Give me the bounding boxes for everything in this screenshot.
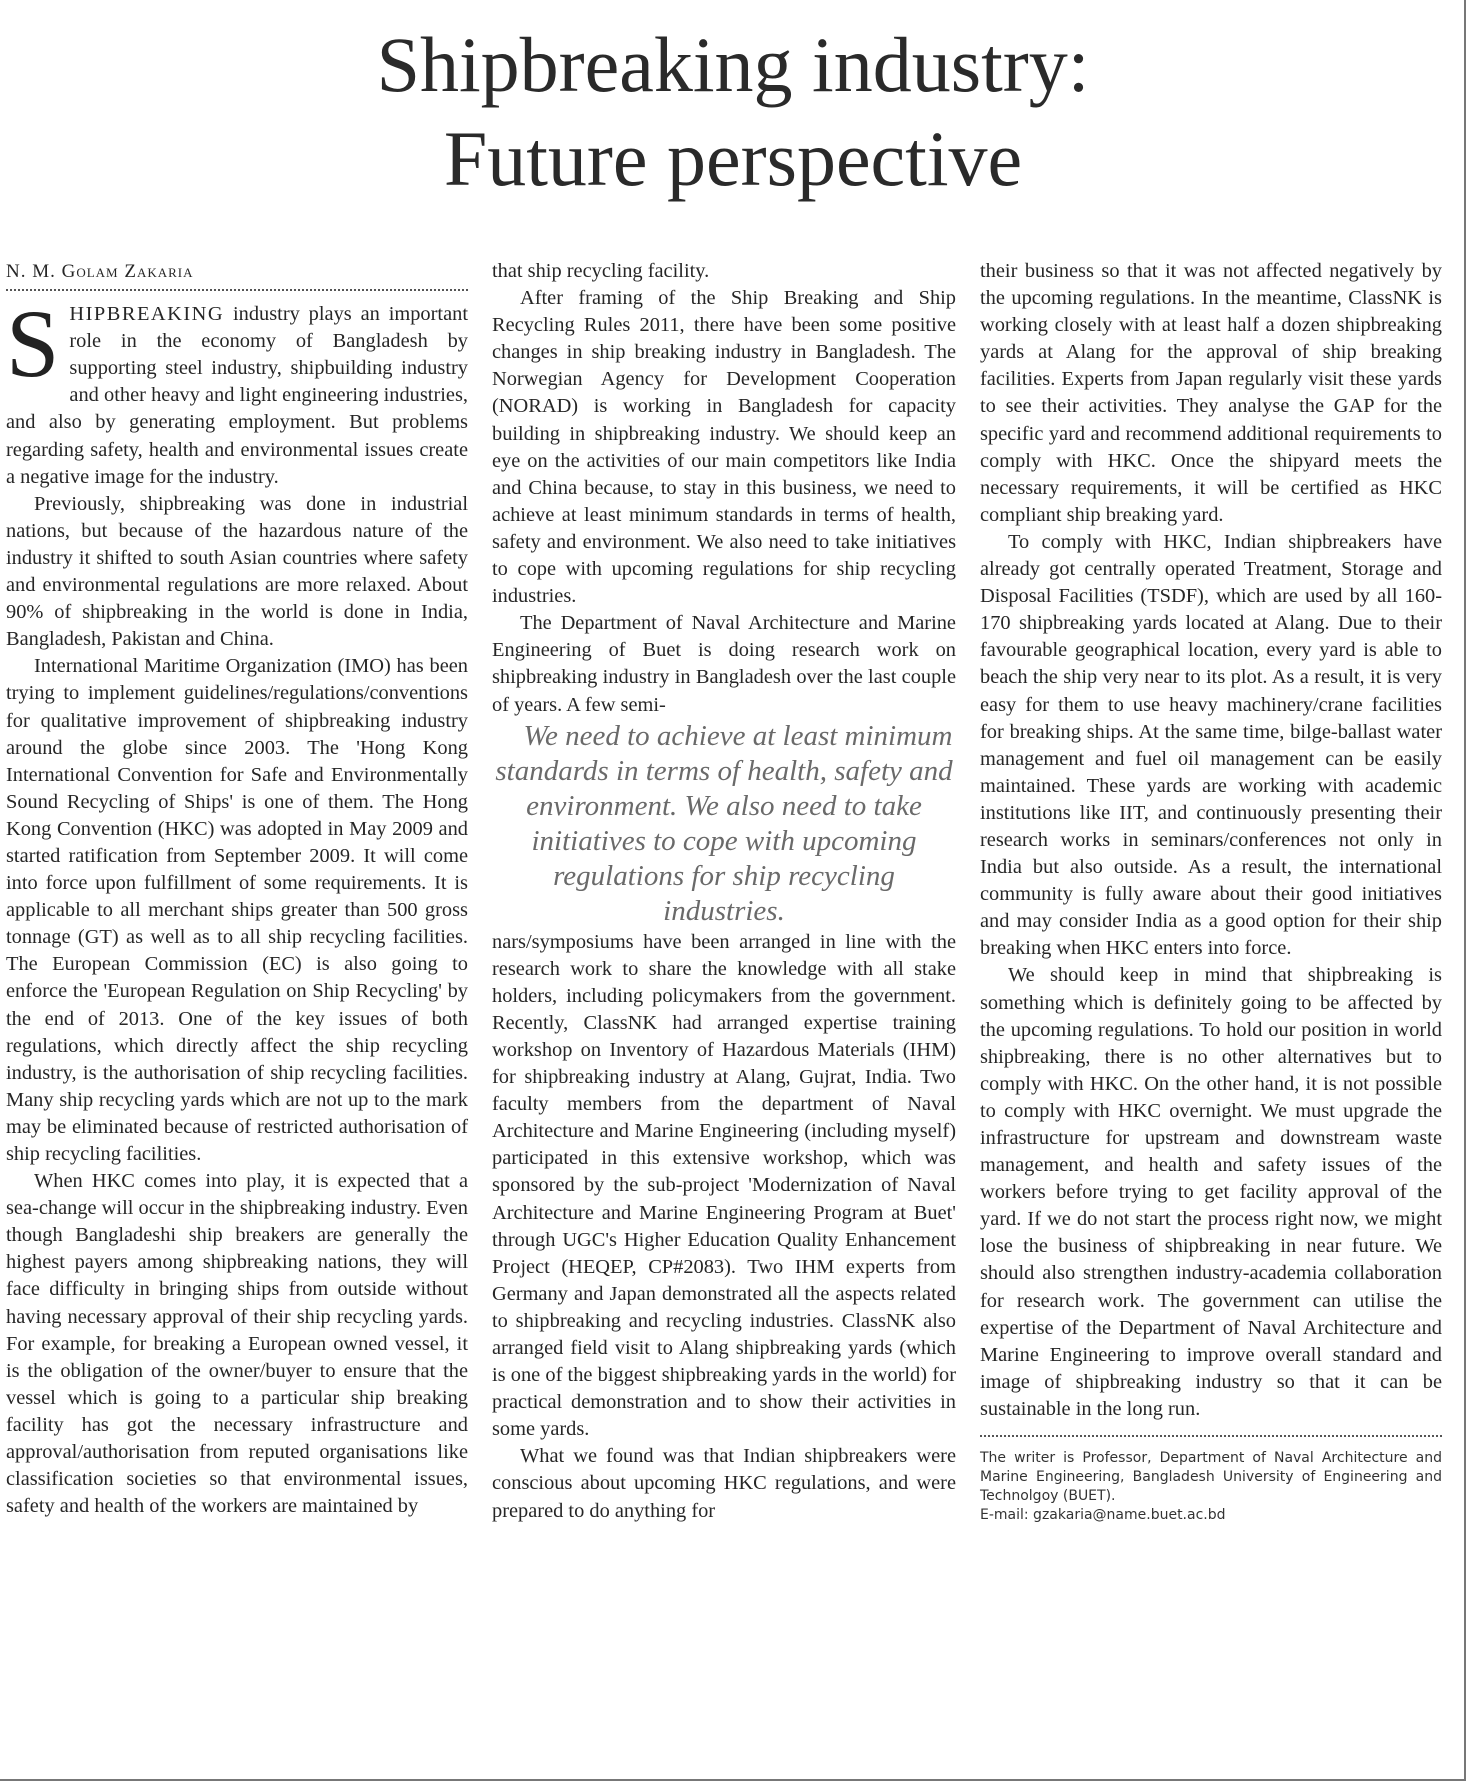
lead-text: industry plays an important role in the economy of Bangladesh by supporting steel industry, shipbuilding industry and other heavy and light engineering industries, and also by generating employment. But problems regarding safety, health and environmental issues create a negative image for the industry. bbox=[6, 303, 468, 488]
author-email: E-mail: gzakaria@name.buet.ac.bd bbox=[980, 1507, 1226, 1524]
pull-quote: We need to achieve at least minimum standards in terms of health, safety and environment. We also need to take initiatives to cope with upcoming regulations for ship recycling industries. bbox=[495, 719, 953, 927]
column-3 bbox=[980, 258, 1442, 1525]
paragraph: their business so that it was not affected negatively by the upcoming regulations. In the meantime, ClassNK is working closely with at least half a dozen shipbreaking yards at Alang for the approval of ship breaking facilities. Experts from Japan regularly visit these yards to see their activities. They analyse the GAP for the specific yard and recommend additional requirements to comply with HKC. Once the shipyard meets the necessary requirements, it will be certified as HKC compliant ship breaking yard. bbox=[980, 260, 1442, 526]
paragraph: nars/symposiums have been arranged in line with the research work to share the knowledge with all stake holders, including policymakers from the government. Recently, ClassNK had arranged expertise training workshop on Inventory of Hazardous Materials (IHM) for shipbreaking industry at Alang, Gujrat, India. Two faculty members from the department of Naval Architecture and Marine Engineering (including myself) participated in this extensive workshop, which was sponsored by the sub-project 'Modernization of Naval Architecture and Marine Engineering Program at Buet' through UGC's Higher Education Quality Enhancement Project (HEQEP, CP#2083). Two IHM experts from Germany and Japan demonstrated all the aspects related to shipbreaking and recycling industries. ClassNK also arranged field visit to Alang shipbreaking yards (which is one of the biggest shipbreaking yards in the world) for practical demonstration and to show their activities in some yards. bbox=[492, 930, 956, 1441]
paragraph: that ship recycling facility. bbox=[492, 260, 710, 282]
lead-first-words: HIPBREAKING bbox=[69, 303, 225, 326]
paragraph: When HKC comes into play, it is expected that a sea-change will occur in the shipbreaking industry. Even though Bangladeshi ship breakers are generally the highest payers among shipbreaking nations, they will face difficulty in bringing ships from outside without having necessary approval of their ship recycling yards. For example, for breaking a European owned vessel, it is the obligation of the owner/buyer to ensure that the vessel which is going to a particular ship breaking facility has got the necessary infrastructure and approval/authorisation from reputed organisations like classification societies so that environmental issues, safety and health of the workers are maintained by bbox=[6, 1170, 468, 1518]
paragraph: To comply with HKC, Indian shipbreakers have already got centrally operated Treatment, Storage and Disposal Facilities (TSDF), which are used by all 160-170 shipbreaking yards located at Alang. Due to their favourable geographical location, every yard is able to beach the ship very near to its plot. As a result, it is very easy for them to use heavy machinery/crane facilities for breaking ships. At the same time, bilge-ballast water management and fuel oil management can be easily maintained. These yards are working with academic institutions like IIT, and continuously presenting their research works in seminars/conferences not only in India but also outside. As a result, the international community is fully aware about their good initiatives and may consider India as a good option for their ship breaking when HKC enters into force. bbox=[980, 530, 1442, 960]
headline-line-1: Shipbreaking industry: bbox=[376, 21, 1090, 108]
author-footnote bbox=[980, 1435, 1442, 1525]
drop-cap: S bbox=[6, 290, 60, 398]
paragraph: We should keep in mind that shipbreaking is something which is definitely going to be affected by the upcoming regulations. To hold our position in world shipbreaking, there is no other alternatives but to comply with HKC. On the other hand, it is not possible to comply with HKC overnight. We must upgrade the infrastructure for upstream and downstream waste management, and health and safety issues of the workers before trying to get facility approval of the yard. If we do not start the process right now, we might lose the business of shipbreaking in near future. We should also strengthen industry-academia collaboration for research work. The government can utilise the expertise of the Department of Naval Architecture and Marine Engineering to improve overall standard and image of shipbreaking industry so that it can be sustainable in the long run. bbox=[980, 964, 1442, 1420]
headline-line-2: Future perspective bbox=[443, 115, 1023, 202]
paragraph: After framing of the Ship Breaking and Ship Recycling Rules 2011, there have been some positive changes in ship breaking industry in Bangladesh. The Norwegian Agency for Development Cooperation (NORAD) is working in Bangladesh for capacity building in shipbreaking industry. We should keep an eye on the activities of our main competitors like India and China because, to stay in this business, we need to achieve at least minimum standards in terms of health, safety and environment. We also need to take initiatives to cope with upcoming regulations for ship recycling industries. bbox=[492, 287, 956, 608]
column-1 bbox=[6, 258, 468, 1520]
paragraph: International Maritime Organization (IMO) has been trying to implement guidelines/regulations/conventions for qualitative improvement of shipbreaking industry around the globe since 2003. The 'Hong Kong International Convention for Safe and Environmentally Sound Recycling of Ships' is one of them. The Hong Kong Convention (HKC) was adopted in May 2009 and started ratification from September 2009. It will come into force upon fulfillment of some requirements. It is applicable to all merchant ships greater than 500 gross tonnage (GT) as well as to all ship recycling facilities. The European Commission (EC) is also going to enforce the 'European Regulation on Ship Recycling' by the end of 2013. One of the key issues of both regulations, which directly affect the ship recycling industry, is the authorisation of ship recycling facilities. Many ship recycling yards which are not up to the mark may be eliminated because of restricted authorisation of ship recycling facilities. bbox=[6, 655, 468, 1165]
paragraph: The Department of Naval Architecture and Marine Engineering of Buet is doing research work on shipbreaking industry in Bangladesh over the last couple of years. A few semi- bbox=[492, 612, 956, 716]
column-2 bbox=[492, 258, 956, 1525]
paragraph: Previously, shipbreaking was done in industrial nations, but because of the hazardous nature of the industry it shifted to south Asian countries where safety and environmental regulations are more relaxed. About 90% of shipbreaking in the world is done in India, Bangladesh, Pakistan and China. bbox=[6, 492, 468, 651]
author-bio: The writer is Professor, Department of Naval Architecture and Marine Engineering, Bangladesh University of Engineering and Technolgoy (BUET). bbox=[980, 1450, 1442, 1505]
byline: N. M. Golam Zakaria bbox=[6, 258, 468, 291]
lead-paragraph bbox=[6, 290, 468, 491]
paragraph: What we found was that Indian shipbreakers were conscious about upcoming HKC regulations, and were prepared to do anything for bbox=[492, 1445, 956, 1522]
article-headline bbox=[0, 18, 1466, 206]
